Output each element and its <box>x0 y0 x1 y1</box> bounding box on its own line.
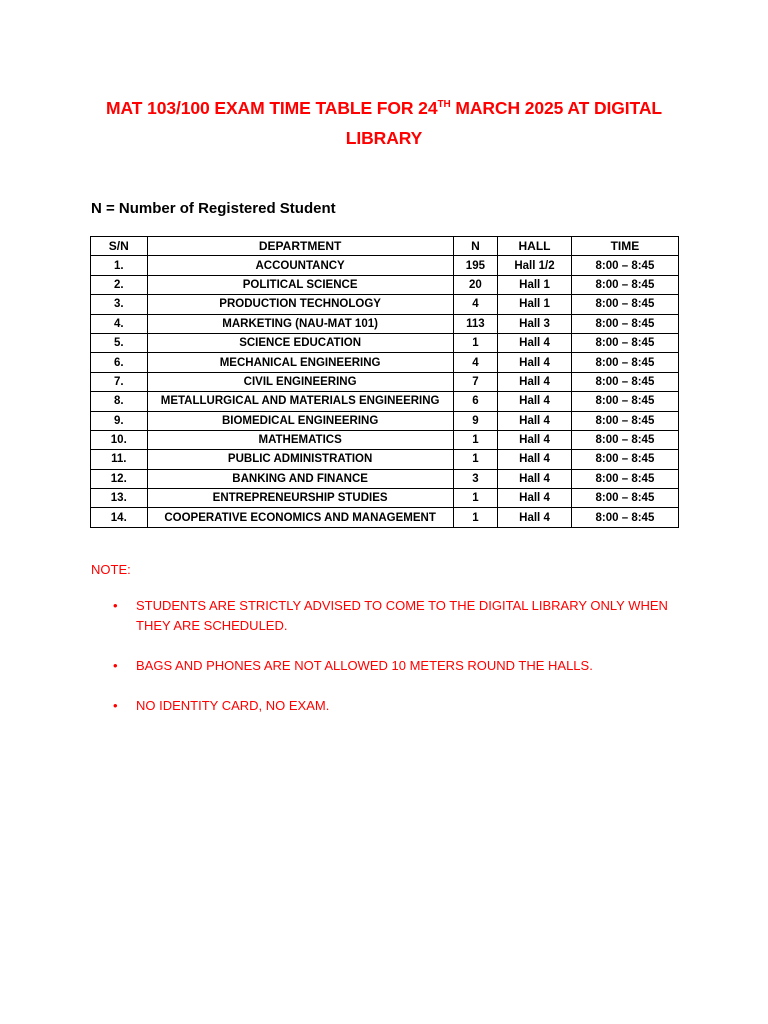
cell-n: 1 <box>453 508 497 527</box>
cell-hall: Hall 1/2 <box>498 256 572 275</box>
table-row <box>91 333 679 352</box>
cell-time: 8:00 – 8:45 <box>571 469 678 488</box>
cell-hall: Hall 4 <box>498 392 572 411</box>
cell-hall: Hall 4 <box>498 508 572 527</box>
cell-n: 9 <box>453 411 497 430</box>
bullet-icon: • <box>113 598 118 613</box>
cell-sn: 2. <box>91 275 148 294</box>
title-superscript: TH <box>437 99 451 110</box>
cell-department: BANKING AND FINANCE <box>147 469 453 488</box>
note-text: STUDENTS ARE STRICTLY ADVISED TO COME TO THE DIGITAL LIBRARY ONLY WHEN THEY ARE SCHEDULED. <box>136 598 668 633</box>
cell-time: 8:00 – 8:45 <box>571 450 678 469</box>
table-row <box>91 489 679 508</box>
cell-department: MATHEMATICS <box>147 430 453 449</box>
cell-sn: 11. <box>91 450 148 469</box>
cell-n: 1 <box>453 333 497 352</box>
table-row <box>91 411 679 430</box>
header-n: N <box>453 237 497 256</box>
note-label: NOTE: <box>91 562 131 577</box>
cell-hall: Hall 4 <box>498 489 572 508</box>
title-line-2: LIBRARY <box>345 128 423 148</box>
cell-n: 4 <box>453 353 497 372</box>
table-row <box>91 430 679 449</box>
cell-department: PUBLIC ADMINISTRATION <box>147 450 453 469</box>
table-row <box>91 314 679 333</box>
cell-n: 3 <box>453 469 497 488</box>
title-suffix: MARCH 2025 AT DIGITAL <box>450 98 662 118</box>
table-row <box>91 392 679 411</box>
cell-sn: 4. <box>91 314 148 333</box>
note-item <box>91 656 691 676</box>
cell-time: 8:00 – 8:45 <box>571 314 678 333</box>
table-row <box>91 450 679 469</box>
cell-hall: Hall 4 <box>498 411 572 430</box>
exam-schedule-table <box>90 236 679 528</box>
cell-hall: Hall 4 <box>498 333 572 352</box>
cell-hall: Hall 4 <box>498 430 572 449</box>
cell-time: 8:00 – 8:45 <box>571 333 678 352</box>
bullet-icon: • <box>113 698 118 713</box>
title-prefix: MAT 103/100 EXAM TIME TABLE FOR 24 <box>106 98 438 118</box>
cell-department: ACCOUNTANCY <box>147 256 453 275</box>
cell-department: POLITICAL SCIENCE <box>147 275 453 294</box>
table-row <box>91 469 679 488</box>
cell-department: MECHANICAL ENGINEERING <box>147 353 453 372</box>
cell-hall: Hall 1 <box>498 295 572 314</box>
note-item <box>91 696 691 716</box>
header-department: DEPARTMENT <box>147 237 453 256</box>
cell-sn: 8. <box>91 392 148 411</box>
header-time: TIME <box>571 237 678 256</box>
cell-n: 1 <box>453 489 497 508</box>
table-row <box>91 295 679 314</box>
cell-hall: Hall 3 <box>498 314 572 333</box>
cell-department: SCIENCE EDUCATION <box>147 333 453 352</box>
cell-sn: 1. <box>91 256 148 275</box>
cell-sn: 10. <box>91 430 148 449</box>
cell-time: 8:00 – 8:45 <box>571 275 678 294</box>
cell-department: COOPERATIVE ECONOMICS AND MANAGEMENT <box>147 508 453 527</box>
cell-time: 8:00 – 8:45 <box>571 508 678 527</box>
cell-sn: 6. <box>91 353 148 372</box>
cell-n: 113 <box>453 314 497 333</box>
table-body <box>91 256 679 527</box>
cell-time: 8:00 – 8:45 <box>571 411 678 430</box>
table-row <box>91 508 679 527</box>
cell-n: 20 <box>453 275 497 294</box>
cell-department: CIVIL ENGINEERING <box>147 372 453 391</box>
cell-time: 8:00 – 8:45 <box>571 295 678 314</box>
cell-n: 7 <box>453 372 497 391</box>
cell-sn: 5. <box>91 333 148 352</box>
cell-time: 8:00 – 8:45 <box>571 372 678 391</box>
cell-sn: 14. <box>91 508 148 527</box>
cell-sn: 7. <box>91 372 148 391</box>
document-title <box>70 93 698 153</box>
note-text: NO IDENTITY CARD, NO EXAM. <box>136 698 330 713</box>
cell-time: 8:00 – 8:45 <box>571 430 678 449</box>
legend-text: N = Number of Registered Student <box>91 200 336 217</box>
cell-time: 8:00 – 8:45 <box>571 256 678 275</box>
cell-n: 1 <box>453 450 497 469</box>
bullet-icon: • <box>113 658 118 673</box>
cell-n: 195 <box>453 256 497 275</box>
cell-department: MARKETING (NAU-MAT 101) <box>147 314 453 333</box>
cell-hall: Hall 4 <box>498 372 572 391</box>
cell-n: 4 <box>453 295 497 314</box>
cell-time: 8:00 – 8:45 <box>571 489 678 508</box>
table-row <box>91 275 679 294</box>
cell-n: 6 <box>453 392 497 411</box>
cell-department: BIOMEDICAL ENGINEERING <box>147 411 453 430</box>
cell-hall: Hall 1 <box>498 275 572 294</box>
table-header-row <box>91 237 679 256</box>
note-item <box>91 596 691 636</box>
cell-sn: 13. <box>91 489 148 508</box>
cell-sn: 12. <box>91 469 148 488</box>
cell-n: 1 <box>453 430 497 449</box>
cell-hall: Hall 4 <box>498 353 572 372</box>
cell-hall: Hall 4 <box>498 450 572 469</box>
cell-time: 8:00 – 8:45 <box>571 392 678 411</box>
header-sn: S/N <box>91 237 148 256</box>
header-hall: HALL <box>498 237 572 256</box>
table-row <box>91 256 679 275</box>
table-row <box>91 372 679 391</box>
notes-list <box>91 596 691 736</box>
cell-sn: 9. <box>91 411 148 430</box>
table-row <box>91 353 679 372</box>
cell-sn: 3. <box>91 295 148 314</box>
cell-department: ENTREPRENEURSHIP STUDIES <box>147 489 453 508</box>
cell-department: PRODUCTION TECHNOLOGY <box>147 295 453 314</box>
cell-time: 8:00 – 8:45 <box>571 353 678 372</box>
cell-department: METALLURGICAL AND MATERIALS ENGINEERING <box>147 392 453 411</box>
cell-hall: Hall 4 <box>498 469 572 488</box>
title-line-1 <box>70 93 698 123</box>
note-text: BAGS AND PHONES ARE NOT ALLOWED 10 METERS ROUND THE HALLS. <box>136 658 593 673</box>
